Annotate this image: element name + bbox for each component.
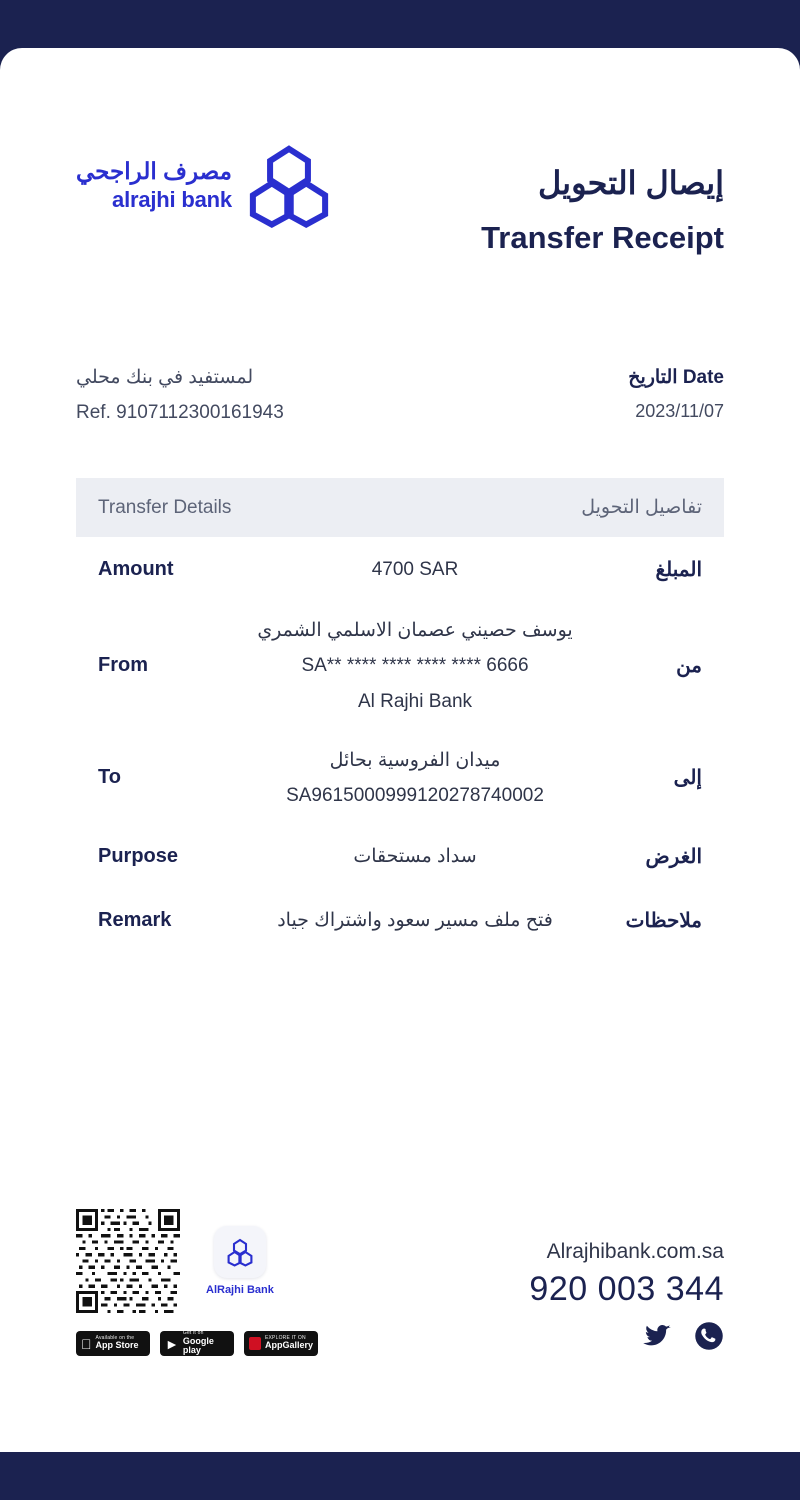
footer-left xyxy=(76,1209,318,1356)
row-value-line: سداد مستحقات xyxy=(353,846,477,868)
google-play-badge-name: Google play xyxy=(182,1335,214,1356)
date-label xyxy=(628,360,724,395)
row-value xyxy=(248,839,582,874)
row-label-english: From xyxy=(98,654,148,677)
row-label-arabic: إلى xyxy=(673,767,702,790)
row-label-arabic: ملاحظات xyxy=(625,910,702,933)
date-label-english: Date xyxy=(682,367,724,388)
table-row xyxy=(76,537,724,601)
appgallery-icon xyxy=(249,1337,261,1350)
row-value-line: ميدان الفروسية بحائل xyxy=(329,749,501,771)
details-header-arabic: تفاصيل التحويل xyxy=(581,497,702,519)
app-store-badge-top: Available on the xyxy=(85,1335,124,1342)
row-value-line: فتح ملف مسير سعود واشتراك جياد xyxy=(277,910,553,932)
transfer-details-header xyxy=(76,478,724,537)
details-header-english: Transfer Details xyxy=(98,496,232,518)
transfer-details-table xyxy=(76,478,724,953)
row-value-line: Al Rajhi Bank xyxy=(357,690,473,712)
bank-brand xyxy=(76,106,332,228)
app-store-badge[interactable] xyxy=(76,1331,150,1356)
website-link[interactable]: Alrajhibank.com.sa xyxy=(546,1240,724,1263)
table-row xyxy=(76,889,724,953)
page-title-arabic: إيصال التحويل xyxy=(537,165,724,201)
qr-code-icon[interactable] xyxy=(76,1209,180,1313)
phone-number[interactable]: 920 003 344 xyxy=(529,1270,724,1308)
whatsapp-icon[interactable] xyxy=(694,1321,724,1356)
receipt-meta xyxy=(0,256,800,430)
bank-name-english: alrajhi bank xyxy=(112,186,232,212)
table-row xyxy=(76,825,724,889)
app-shortcut[interactable] xyxy=(206,1226,274,1296)
google-play-badge-top: Get it on xyxy=(182,1330,204,1337)
beneficiary-note: لمستفيد في بنك محلي xyxy=(76,367,254,388)
receipt-header xyxy=(0,48,800,256)
row-value-line: SA** **** **** **** **** 6666 xyxy=(301,655,529,677)
alrajhi-logo-icon xyxy=(246,142,332,228)
app-store-badge-name: App Store xyxy=(85,1340,129,1351)
qr-area xyxy=(76,1209,318,1313)
date-value: 2023/11/07 xyxy=(635,401,724,422)
google-play-badge[interactable] xyxy=(160,1331,234,1356)
reference-number: Ref. 9107112300161943 xyxy=(76,402,284,424)
row-value xyxy=(248,743,582,813)
row-value xyxy=(248,613,582,718)
row-value-line: 4700 SAR xyxy=(371,558,459,580)
date-block xyxy=(628,360,724,428)
twitter-icon[interactable] xyxy=(642,1321,672,1356)
page-title xyxy=(481,106,724,256)
appgallery-badge-name: AppGallery xyxy=(264,1340,313,1351)
row-label-arabic: المبلغ xyxy=(655,558,702,581)
appgallery-badge-top: EXPLORE IT ON xyxy=(264,1335,306,1342)
receipt-sheet xyxy=(0,48,800,1452)
row-label-arabic: الغرض xyxy=(645,846,702,869)
footer-contact xyxy=(529,1240,724,1356)
bank-brand-text xyxy=(76,157,232,213)
row-value-line: SA9615000999120278740002 xyxy=(286,784,544,806)
row-value xyxy=(248,903,582,938)
date-label-arabic: التاريخ xyxy=(628,367,678,388)
apple-icon xyxy=(81,1337,92,1351)
row-label-arabic: من xyxy=(676,655,702,678)
table-row xyxy=(76,601,724,730)
page-title-english: Transfer Receipt xyxy=(481,220,724,255)
reference-block xyxy=(76,360,284,430)
row-label-english: Remark xyxy=(98,909,172,932)
alrajhi-app-icon xyxy=(214,1226,266,1278)
bank-name-arabic: مصرف الراجحي xyxy=(76,157,232,184)
appgallery-badge[interactable] xyxy=(244,1331,318,1356)
row-value xyxy=(248,552,582,587)
store-badges xyxy=(76,1331,318,1356)
row-label-english: Purpose xyxy=(98,845,179,868)
app-shortcut-label: AlRajhi Bank xyxy=(206,1284,274,1296)
social-links xyxy=(529,1321,724,1356)
row-label-english: To xyxy=(98,766,121,789)
row-value-line: يوسف حصيني عصمان الاسلمي الشمري xyxy=(257,620,573,642)
google-play-icon: ► xyxy=(165,1335,179,1352)
table-row xyxy=(76,731,724,825)
receipt-footer xyxy=(0,1209,800,1356)
row-label-english: Amount xyxy=(98,557,174,580)
status-bar xyxy=(0,0,800,48)
